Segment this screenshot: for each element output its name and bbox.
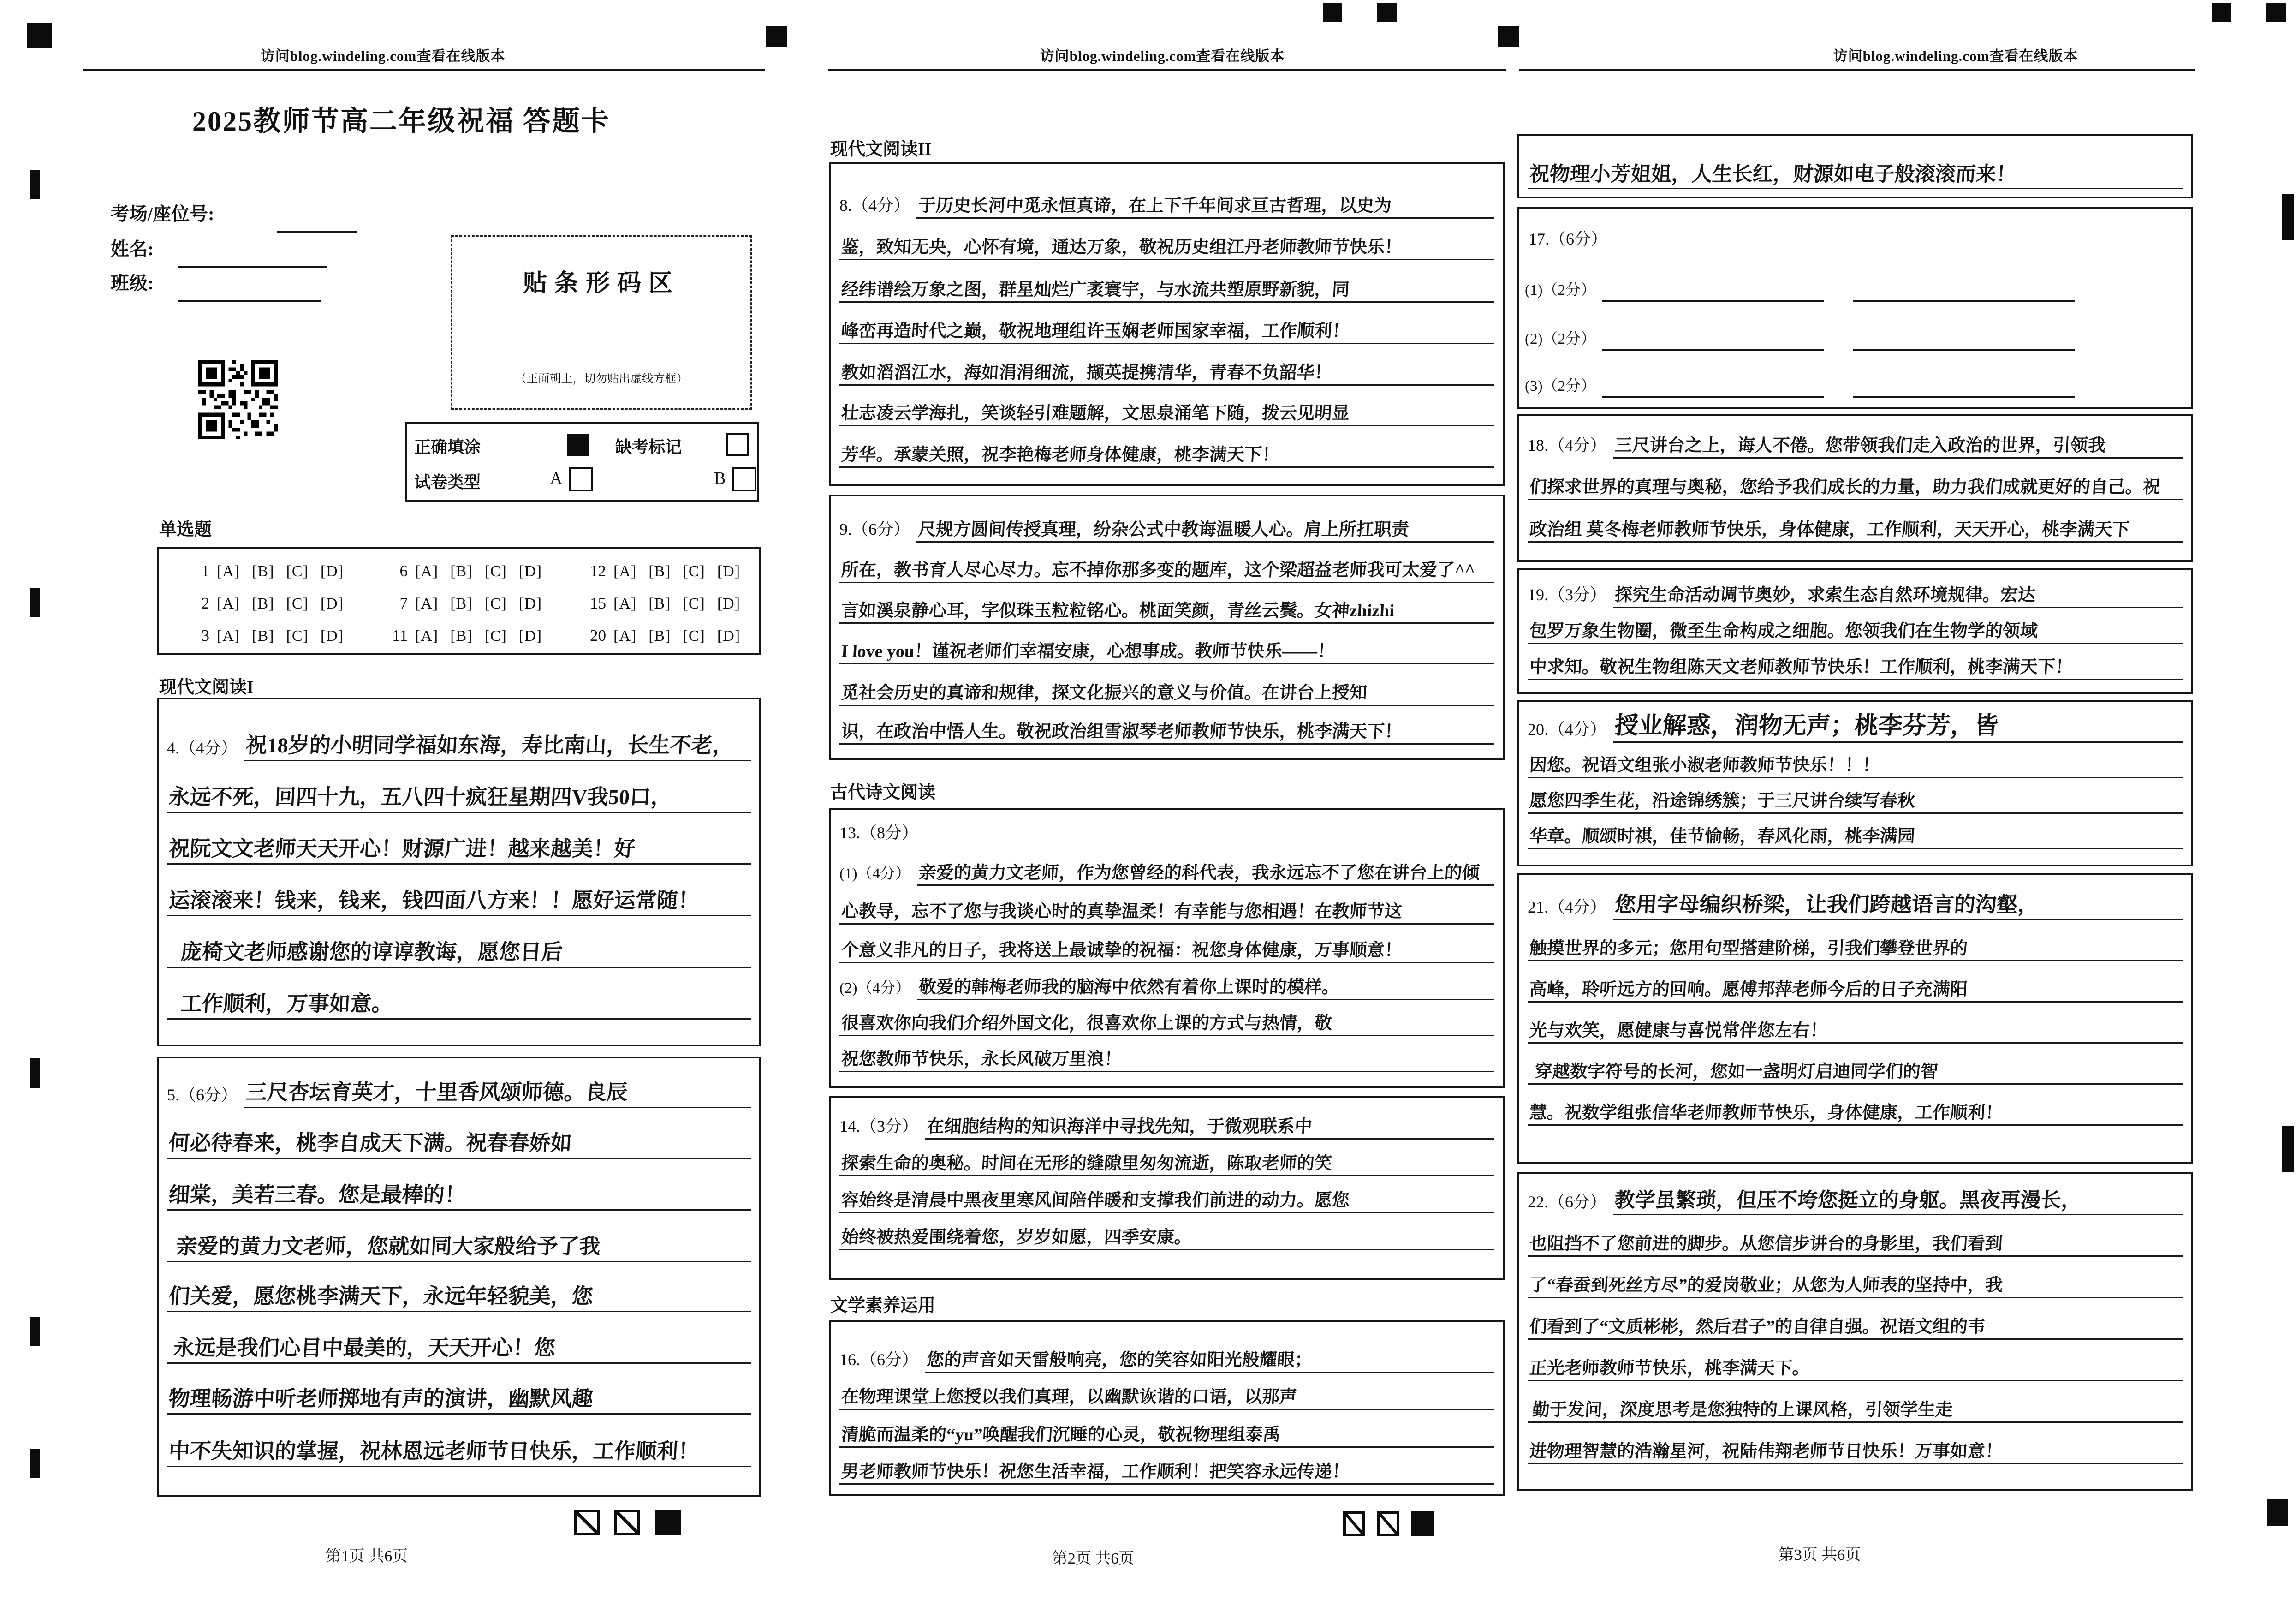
timing-mark-icon (1377, 1511, 1399, 1536)
handwritten-line: 个意义非凡的日子，我将送上最诚挚的祝福：祝您身体健康，万事顺意！ (839, 925, 1494, 963)
mcq-option: [C] (286, 627, 309, 645)
mcq-question-number: 3 (201, 627, 209, 645)
mcq-group (577, 627, 752, 645)
handwritten-line: 穿越数字符号的长河，您如一盏明灯启迪同学们的智 (1528, 1044, 2183, 1085)
registration-mark (1498, 26, 1519, 47)
name-field-label: 姓名: (111, 239, 154, 259)
handwritten-line: 永远不死，回四十九，五八四十疯狂星期四V我50口， (167, 761, 751, 813)
handwritten-line: 何必待春来，桃李自成天下满。祝春春娇如 (167, 1108, 751, 1159)
answer-box-q4 (157, 698, 761, 1046)
mcq-group (379, 627, 577, 645)
mcq-group (379, 562, 577, 580)
mcq-option: [B] (450, 627, 473, 645)
mcq-option: [A] (613, 627, 637, 645)
mcq-option: [A] (415, 595, 439, 612)
question-number-label: 8.（4分） (839, 196, 910, 215)
handwritten-line: 识，在政治中悟人生。敬祝政治组雪淑琴老师教师节快乐，桃李满天下！ (839, 706, 1494, 745)
question-number-label: 4.（4分） (167, 739, 238, 757)
handwritten-line: 经纬谱绘万象之图，群星灿烂广袤寰宇，与水流共塑原野新貌，同 (839, 260, 1494, 303)
mcq-row (181, 555, 759, 587)
mcq-option: [A] (217, 627, 240, 645)
fill-blank-row (1525, 278, 2104, 302)
mcq-option: [A] (415, 627, 439, 645)
answer-box-q17 (1517, 207, 2193, 409)
handwritten-line: 鉴，致知无央，心怀有境，通达万象，敬祝历史组江丹老师教师节快乐！ (839, 219, 1494, 260)
handwritten-line: 16.（6分） 您的声音如天雷般响亮，您的笑容如阳光般耀眼； (839, 1335, 1494, 1373)
mcq-group (181, 594, 379, 613)
mcq-option: [C] (683, 563, 705, 580)
paper-type-b-box (732, 467, 756, 491)
answer-box-q21 (1517, 873, 2193, 1164)
registration-mark (30, 1058, 40, 1088)
handwritten-line: 祝阮文文老师天天开心！财源广进！越来越美！好 (167, 813, 751, 865)
handwritten-line: 们关爱，愿您桃李满天下，永远年轻貌美，您 (167, 1262, 751, 1312)
handwritten-line: 22.（6分） 教学虽繁琐，但压不垮您挺立的身躯。黑夜再漫长， (1528, 1174, 2183, 1215)
handwritten-line: 愿您四季生花，沿途锦绣簇；于三尺讲台续写春秋 (1528, 778, 2183, 814)
sub-question-label: (3)（2分） (1525, 378, 1596, 394)
name-field-blank (178, 266, 327, 268)
mcq-option: [C] (484, 595, 507, 612)
handwritten-line: 很喜欢你向我们介绍外国文化，很喜欢你上课的方式与热情，敬 (839, 1000, 1494, 1036)
answer-box-q5 (157, 1057, 761, 1497)
handwritten-line: 勤于发问，深度思考是您独特的上课风格，引领学生走 (1528, 1381, 2183, 1423)
barcode-paste-area (451, 235, 752, 410)
registration-mark (30, 170, 40, 199)
mcq-group (181, 627, 379, 645)
handwritten-line: 男老师教师节快乐！祝您生活幸福，工作顺利！把笑容永远传递！ (839, 1448, 1494, 1485)
handwritten-line: 高峰，聆听远方的回响。愿傅邦萍老师今后的日子充满阳 (1528, 961, 2183, 1003)
handwritten-line: 中不失知识的掌握，祝林恩远老师节日快乐，工作顺利！ (167, 1415, 751, 1467)
absent-mark-box (726, 433, 749, 456)
handwritten-line: 细棠，美若三春。您是最棒的！ (167, 1159, 751, 1211)
mcq-option: [D] (320, 627, 344, 645)
answer-blank (1602, 331, 1824, 351)
handwritten-line: 壮志凌云学海扎，笑谈轻引难题解，文思泉涌笔下随，拨云见明显 (839, 386, 1494, 426)
page-title: 2025教师节高二年级祝福 答题卡 (192, 106, 610, 137)
answer-box-q19 (1517, 568, 2193, 694)
answer-blank (1602, 282, 1824, 302)
mcq-option: [D] (518, 627, 542, 645)
registration-mark (1323, 3, 1342, 22)
answer-blank (1853, 331, 2075, 351)
fill-blank-row (1525, 374, 2104, 398)
question-number-label: 9.（6分） (839, 520, 910, 538)
answer-box-q8 (829, 162, 1505, 486)
registration-mark (2212, 3, 2231, 22)
mcq-option: [B] (450, 595, 473, 612)
handwritten-line: 14.（3分） 在细胞结构的知识海洋中寻找先知，于微观联系中 (839, 1102, 1494, 1140)
mcq-option: [C] (683, 595, 705, 612)
mcq-option: [A] (217, 595, 240, 612)
registration-mark (30, 588, 40, 617)
mcq-option: [B] (450, 563, 473, 580)
handwritten-line: I love you！谨祝老师们幸福安康，心想事成。教师节快乐——！ (839, 624, 1494, 664)
mcq-option: [A] (613, 563, 637, 580)
mcq-option: [D] (518, 595, 542, 612)
handwritten-line: 峰峦再造时代之巅，敬祝地理组许玉娴老师国家幸福，工作顺利！ (839, 303, 1494, 344)
registration-mark (766, 26, 787, 47)
sub-question-label: (1)（4分） (839, 866, 910, 882)
handwritten-line: 正光老师教师节快乐，桃李满天下。 (1528, 1340, 2183, 1381)
question-number-label: 16.（6分） (839, 1350, 919, 1369)
correct-fill-label: 正确填涂 (414, 438, 481, 456)
handwritten-line: 光与欢笑，愿健康与喜悦常伴您左右！ (1528, 1003, 2183, 1044)
mcq-option: [A] (415, 563, 439, 580)
handwritten-line: 20.（4分） 授业解惑，润物无声；桃李芬芳，皆 (1528, 707, 2183, 743)
seat-field-blank (277, 231, 357, 233)
handwritten-line: 9.（6分） 尺规方圆间传授真理，纷杂公式中教诲温暖人心。肩上所扛职责 (839, 500, 1494, 543)
handwritten-line: 5.（6分） 三尺杏坛育英才，十里香风颂师德。良辰 (167, 1058, 751, 1108)
qr-code-icon (198, 360, 278, 439)
handwritten-line: 因您。祝语文组张小淑老师教师节快乐！！！ (1528, 743, 2183, 778)
mcq-option: [D] (518, 563, 542, 580)
mcq-option: [A] (217, 563, 240, 580)
registration-mark (2266, 3, 2286, 22)
mcq-question-number: 2 (201, 594, 209, 612)
online-version-note: 访问blog.windeling.com查看在线版本 (1040, 48, 1285, 64)
mcq-row (181, 620, 759, 652)
answer-blank (1853, 378, 2075, 398)
handwritten-line: 永远是我们心目中最美的，天天开心！您 (167, 1312, 751, 1364)
answer-box-q20 (1517, 700, 2193, 866)
answer-box-q13 (829, 808, 1505, 1088)
handwritten-line: 8.（4分） 于历史长河中觅永恒真谛，在上下千年间求亘古哲理，以史为 (839, 177, 1494, 219)
question-number-label: 21.（4分） (1528, 898, 1607, 916)
handwritten-line: 容始终是清晨中黑夜里寒风间陪伴暖和支撑我们前进的动力。愿您 (839, 1176, 1494, 1213)
absent-mark-label: 缺考标记 (615, 438, 682, 456)
fill-legend-box (405, 422, 759, 502)
mcq-grid (157, 547, 761, 655)
handwritten-line: 祝物理小芳姐姐，人生长红，财源如电子般滚滚而来！ (1528, 137, 2183, 189)
page-number: 第2页 共6页 (1052, 1550, 1135, 1567)
section-label-ancient: 古代诗文阅读 (830, 783, 936, 802)
registration-mark (30, 1317, 40, 1346)
mcq-question-number: 1 (201, 562, 209, 580)
fill-blank-row (1525, 327, 2104, 351)
question-number-label: 22.（6分） (1528, 1193, 1607, 1211)
handwritten-line: 教如滔滔江水，海如涓涓细流，撷英提携清华，青春不负韶华！ (839, 344, 1494, 386)
mcq-option: [C] (484, 563, 507, 580)
handwritten-line: 中求知。敬祝生物组陈天文老师教师节快乐！工作顺利，桃李满天下！ (1528, 644, 2183, 680)
answer-box-carryover (1517, 134, 2193, 198)
handwritten-line: 21.（4分） 您用字母编织桥梁，让我们跨越语言的沟壑， (1528, 879, 2183, 920)
handwritten-line: 物理畅游中听老师掷地有声的演讲，幽默风趣 (167, 1364, 751, 1415)
handwritten-line: 也阻挡不了您前进的脚步。从您信步讲台的身影里，我们看到 (1528, 1215, 2183, 1257)
mcq-option: [B] (648, 627, 671, 645)
mcq-option: [C] (286, 563, 309, 580)
mcq-option: [A] (613, 595, 637, 612)
barcode-area-note: （正面朝上，切勿贴出虚线方框） (515, 373, 688, 385)
handwritten-line: 18.（4分） 三尺讲台之上，诲人不倦。您带领我们走入政治的世界，引领我 (1528, 416, 2183, 459)
registration-mark (2282, 194, 2294, 240)
sub-question-label: (2)（4分） (839, 980, 910, 997)
handwritten-line: 们探求世界的真理与奥秘，您给予我们成长的力量，助力我们成就更好的自己。祝 (1528, 459, 2183, 500)
registration-mark (2282, 1126, 2294, 1172)
handwritten-line: 探索生命的奥秘。时间在无形的缝隙里匆匆流逝，陈取老师的笑 (839, 1140, 1494, 1176)
handwritten-line: 进物理智慧的浩瀚星河，祝陆伟翔老师节日快乐！万事如意！ (1528, 1423, 2183, 1464)
mcq-option: [C] (484, 627, 507, 645)
mcq-option: [D] (320, 595, 344, 612)
handwritten-line: 祝您教师节快乐，永长风破万里浪！ (839, 1036, 1494, 1072)
paper-type-label: 试卷类型 (414, 473, 481, 491)
handwritten-line: 慧。祝数学组张信华老师教师节快乐，身体健康，工作顺利！ (1528, 1085, 2183, 1126)
mcq-option: [B] (648, 563, 671, 580)
timing-mark-icon (655, 1510, 681, 1535)
mcq-group (181, 562, 379, 580)
mcq-option: [B] (252, 563, 274, 580)
question-number-label: 18.（4分） (1528, 436, 1607, 454)
divider (828, 69, 1506, 71)
mcq-option: [D] (320, 563, 344, 580)
mcq-question-number: 11 (392, 627, 408, 645)
answer-box-q18 (1517, 414, 2193, 562)
handwritten-line: 工作顺利，万事如意。 (167, 968, 751, 1020)
divider (83, 69, 765, 71)
handwritten-line: 19.（3分） 探究生命活动调节奥妙，求索生态自然环境规律。宏达 (1528, 572, 2183, 608)
mcq-option: [B] (252, 627, 274, 645)
mcq-question-number: 12 (590, 562, 606, 580)
answer-blank (1853, 282, 2075, 302)
sub-question-label: (1)（2分） (1525, 282, 1596, 299)
paper-type-a-box (569, 467, 593, 491)
correct-fill-sample-icon (567, 434, 589, 456)
seat-field-label: 考场/座位号: (111, 203, 214, 224)
section-label-literacy: 文学素养运用 (830, 1296, 936, 1315)
paper-type-a-label: A (550, 469, 563, 488)
mcq-option: [B] (648, 595, 671, 612)
handwritten-line: 4.（4分） 祝18岁的小明同学福如东海，寿比南山，长生不老， (167, 709, 751, 761)
handwritten-line: (1)（4分） 亲爱的黄力文老师，作为您曾经的科代表，我永远忘不了您在讲台上的倾 (839, 846, 1494, 886)
handwritten-line: 始终被热爱围绕着您，岁岁如愿，四季安康。 (839, 1213, 1494, 1250)
answer-box-q16 (829, 1320, 1505, 1496)
class-field-blank (178, 300, 321, 302)
handwritten-line: 芳华。承蒙关照，祝李艳梅老师身体健康，桃李满天下！ (839, 426, 1494, 468)
answer-blank (1602, 378, 1824, 398)
sub-question-label: (2)（2分） (1525, 331, 1596, 347)
handwritten-line: 了“春蚕到死丝方尽”的爱岗敬业；从您为人师表的坚持中，我 (1528, 1257, 2183, 1298)
mcq-option: [C] (286, 595, 309, 612)
page-number: 第1页 共6页 (325, 1548, 408, 1565)
mcq-option: [B] (252, 595, 274, 612)
handwritten-line: 亲爱的黄力文老师，您就如同大家般给予了我 (167, 1211, 751, 1262)
paper-type-b-label: B (714, 469, 726, 488)
handwritten-line: 触摸世界的多元；您用句型搭建阶梯，引我们攀登世界的 (1528, 920, 2183, 961)
handwritten-line: 华章。顺颂时祺，佳节愉畅，春风化雨，桃李满园 (1528, 814, 2183, 849)
registration-mark (1377, 3, 1397, 22)
handwritten-line: 包罗万象生物圈，微至生命构成之细胞。您领我们在生物学的领域 (1528, 608, 2183, 644)
handwritten-line: 庞椅文老师感谢您的谆谆教诲，愿您日后 (167, 916, 751, 968)
mcq-option: [D] (717, 563, 741, 580)
section-label-reading2: 现代文阅读II (830, 140, 932, 159)
question-number-label: 19.（3分） (1528, 585, 1607, 604)
handwritten-line: 们看到了“文质彬彬，然后君子”的自律自强。祝语文组的韦 (1528, 1298, 2183, 1340)
handwritten-line: 所在，教书育人尽心尽力。忘不掉你那多变的题库，这个梁超益老师我可太爱了^^ (839, 543, 1494, 583)
handwritten-line: 言如溪泉静心耳，字似珠玉粒粒铭心。桃面笑颜，青丝云鬓。女神zhizhi (839, 583, 1494, 624)
handwritten-line: 运滚滚来！钱来，钱来，钱四面八方来！！愿好运常随！ (167, 865, 751, 916)
handwritten-line: 在物理课堂上您授以我们真理，以幽默诙谐的口语，以那声 (839, 1373, 1494, 1410)
timing-mark-icon (574, 1510, 600, 1535)
answer-box-q14 (829, 1096, 1505, 1280)
handwritten-line: 清脆而温柔的“yu”唤醒我们沉睡的心灵，敬祝物理组泰禹 (839, 1410, 1494, 1448)
mcq-group (577, 594, 752, 613)
mcq-question-number: 20 (590, 627, 606, 645)
handwritten-line: (2)（4分） 敬爱的韩梅老师我的脑海中依然有着你上课时的模样。 (839, 963, 1494, 1000)
section-label-reading1: 现代文阅读I (159, 678, 254, 697)
online-version-note: 访问blog.windeling.com查看在线版本 (1833, 48, 2078, 64)
timing-mark-icon (1411, 1511, 1434, 1536)
divider (1519, 69, 2195, 71)
online-version-note: 访问blog.windeling.com查看在线版本 (260, 48, 506, 64)
timing-mark-icon (614, 1510, 640, 1535)
question-number-label: 20.（4分） (1528, 720, 1607, 739)
question-heading (839, 815, 1494, 846)
mcq-section-label: 单选题 (159, 520, 212, 539)
mcq-option: [C] (683, 627, 705, 645)
registration-mark (27, 23, 52, 48)
mcq-question-number: 15 (590, 594, 606, 612)
answer-box-q22 (1517, 1172, 2193, 1491)
mcq-question-number: 7 (399, 594, 408, 612)
class-field-label: 班级: (111, 273, 154, 293)
question-number-label: 17.（6分） (1529, 230, 1608, 248)
handwritten-line: 政治组 莫冬梅老师教师节快乐，身体健康，工作顺利，天天开心，桃李满天下 (1528, 500, 2183, 543)
answer-box-q9 (829, 495, 1505, 760)
barcode-area-title: 贴条形码区 (523, 270, 680, 297)
mcq-row (181, 587, 759, 620)
question-number-label: 13.（8分） (839, 824, 919, 842)
registration-mark (30, 1449, 40, 1478)
question-number-label: 5.（6分） (167, 1086, 238, 1104)
mcq-question-number: 6 (399, 562, 408, 580)
mcq-group (577, 562, 752, 580)
mcq-group (379, 594, 577, 613)
handwritten-line: 心教导，忘不了您与我谈心时的真挚温柔！有幸能与您相遇！在教师节这 (839, 886, 1494, 925)
mcq-option: [D] (717, 595, 741, 612)
mcq-option: [D] (717, 627, 741, 645)
question-number-label: 14.（3分） (839, 1117, 919, 1135)
handwritten-line: 觅社会历史的真谛和规律，探文化振兴的意义与价值。在讲台上授知 (839, 664, 1494, 706)
registration-mark (2267, 1499, 2288, 1526)
page-number: 第3页 共6页 (1778, 1546, 1861, 1564)
timing-mark-icon (1343, 1511, 1365, 1536)
